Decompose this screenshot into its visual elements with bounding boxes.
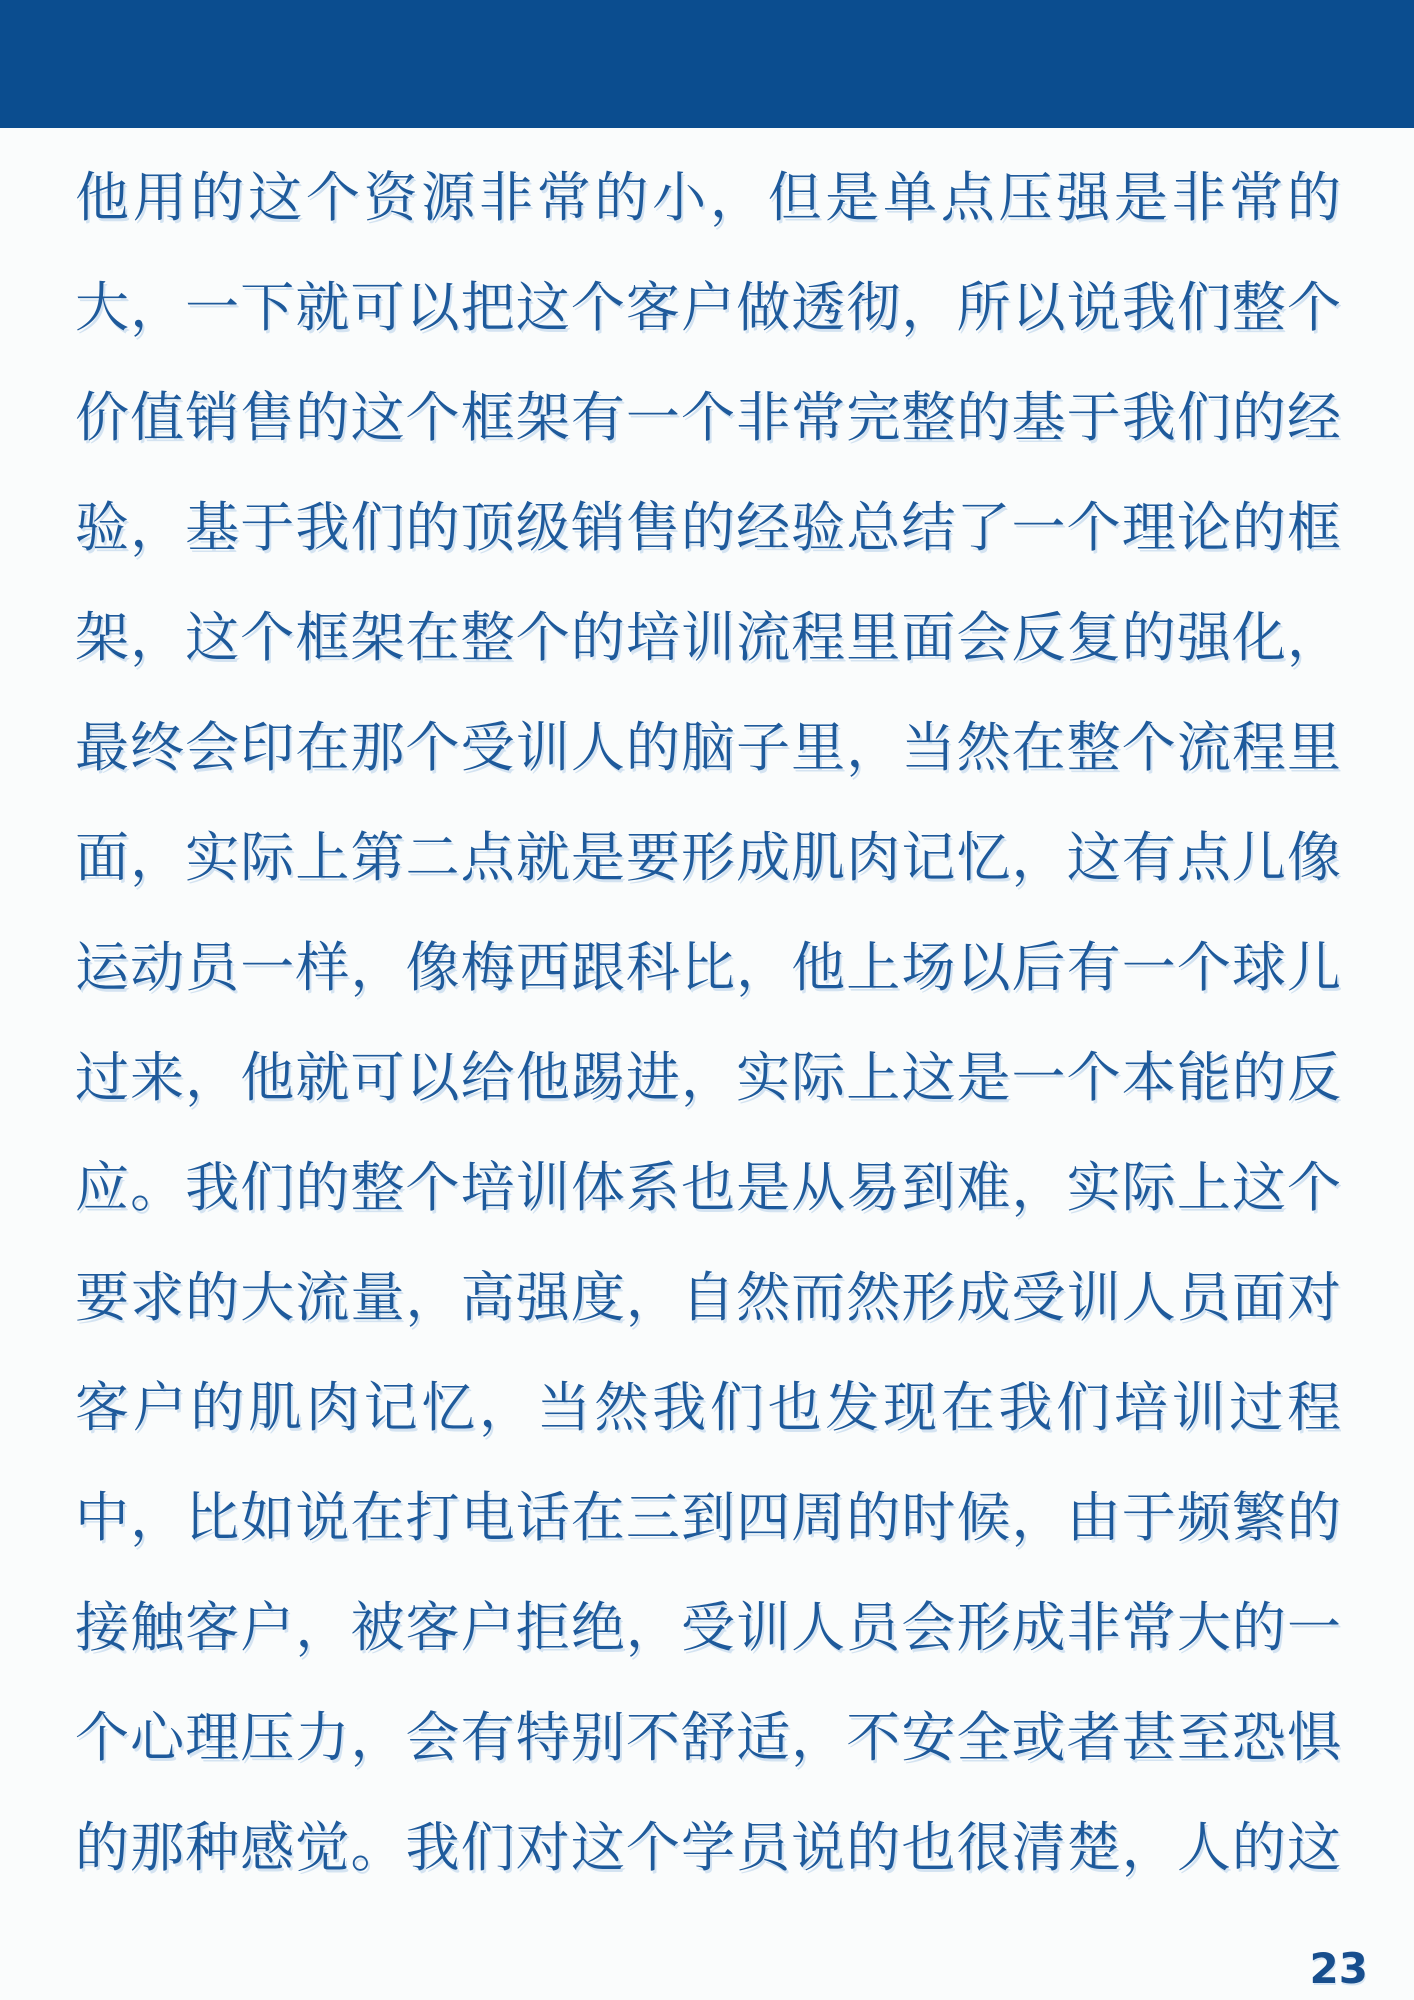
text-line: 个心理压力，会有特别不舒适，不安全或者甚至恐惧 (75, 1706, 1341, 1769)
text-line: 应。我们的整个培训体系也是从易到难，实际上这个 (75, 1156, 1341, 1219)
text-line: 接触客户，被客户拒绝，受训人员会形成非常大的一 (75, 1596, 1341, 1659)
text-line: 他用的这个资源非常的小，但是单点压强是非常的 (75, 166, 1341, 229)
header-bar (0, 0, 1414, 128)
text-line: 过来，他就可以给他踢进，实际上这是一个本能的反 (75, 1046, 1341, 1109)
text-line: 面，实际上第二点就是要形成肌肉记忆，这有点儿像 (75, 826, 1341, 889)
text-line: 运动员一样，像梅西跟科比，他上场以后有一个球儿 (75, 936, 1341, 999)
text-line: 价值销售的这个框架有一个非常完整的基于我们的经 (75, 386, 1341, 449)
text-line: 最终会印在那个受训人的脑子里，当然在整个流程里 (75, 716, 1341, 779)
text-line: 中，比如说在打电话在三到四周的时候，由于频繁的 (75, 1486, 1341, 1549)
text-line: 验，基于我们的顶级销售的经验总结了一个理论的框 (75, 496, 1341, 559)
text-line: 架，这个框架在整个的培训流程里面会反复的强化， (75, 606, 1341, 669)
text-line: 客户的肌肉记忆，当然我们也发现在我们培训过程 (75, 1376, 1341, 1439)
text-line: 大，一下就可以把这个客户做透彻，所以说我们整个 (75, 276, 1341, 339)
text-line: 要求的大流量，高强度，自然而然形成受训人员面对 (75, 1266, 1341, 1329)
page-number: 23 (1309, 1944, 1368, 1993)
body-text (75, 143, 1341, 1903)
text-line: 的那种感觉。我们对这个学员说的也很清楚，人的这 (75, 1816, 1341, 1879)
